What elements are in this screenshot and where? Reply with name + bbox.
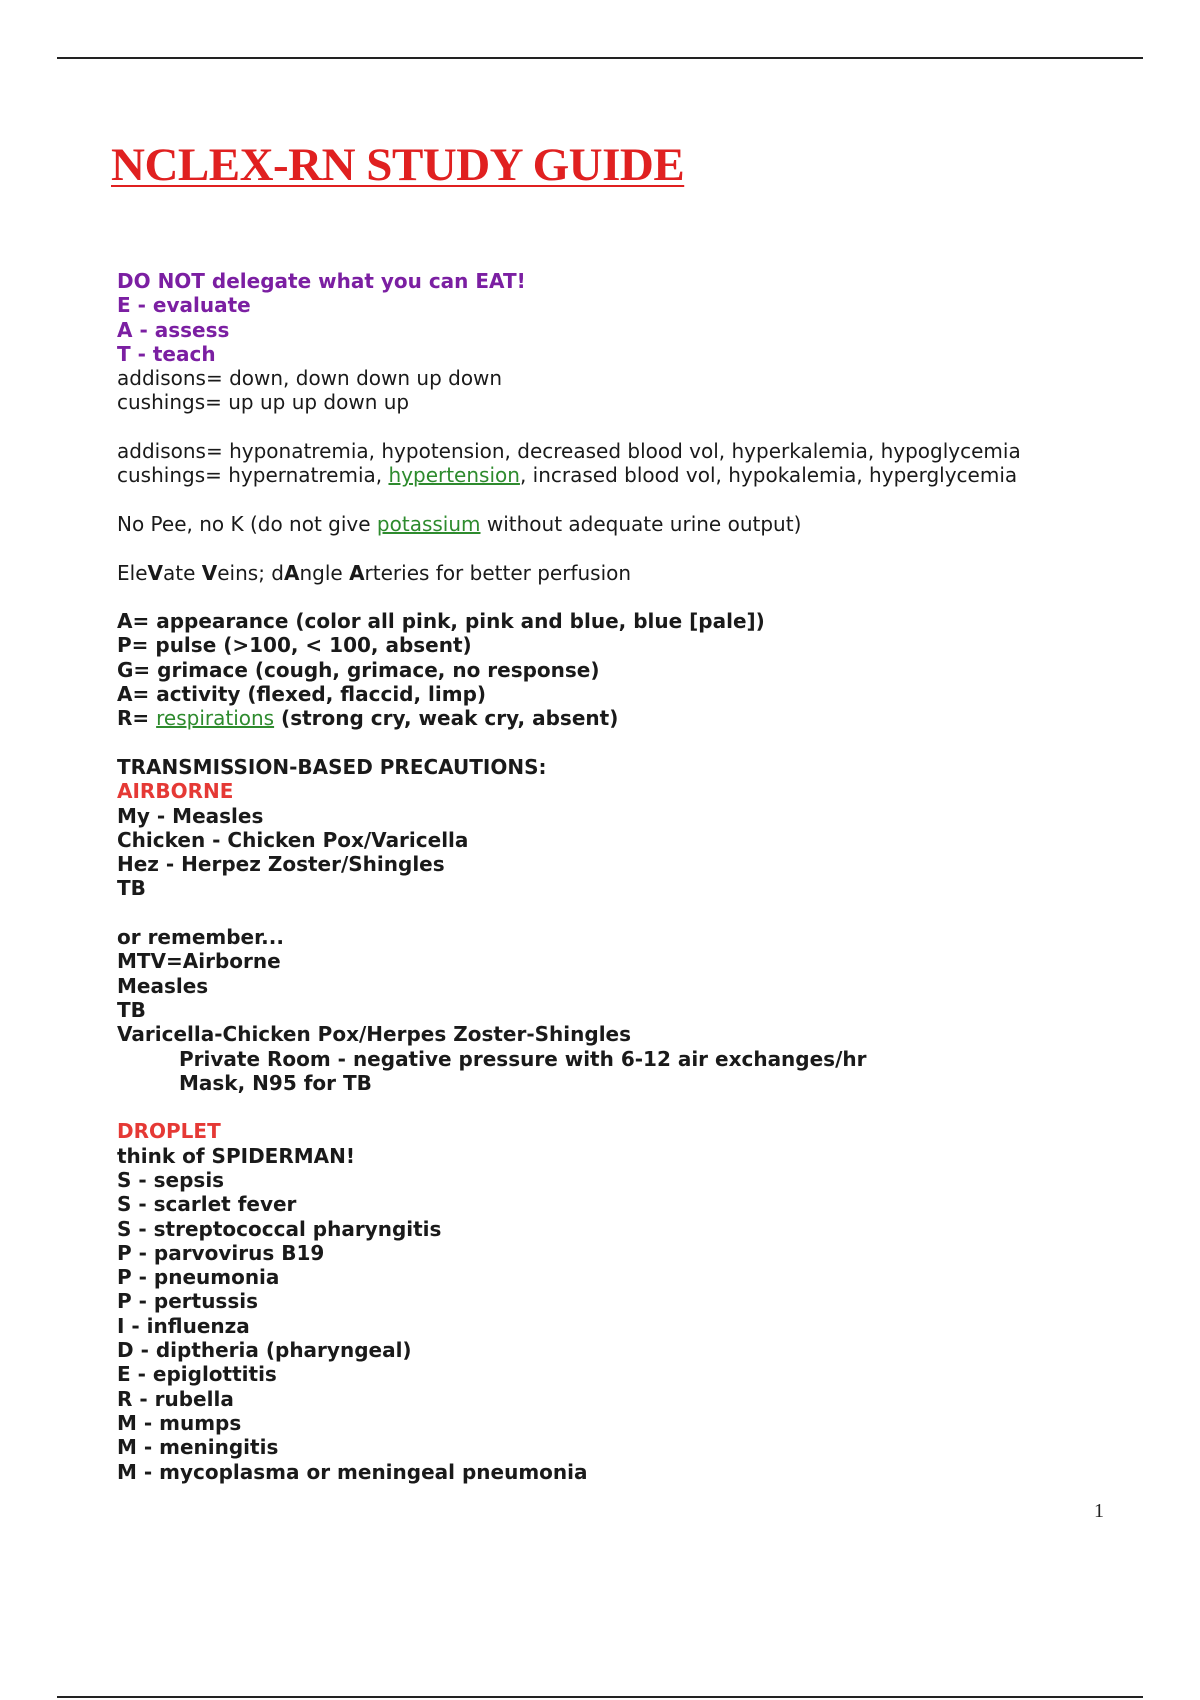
remember-item: Measles	[117, 973, 209, 998]
hypertension-link[interactable]: hypertension	[388, 463, 520, 488]
perfusion-rule	[117, 561, 1117, 585]
droplet-item: I - influenza	[117, 1313, 250, 1338]
addisons-short: addisons= down, down down up down	[117, 366, 503, 391]
delegate-item: A - assess	[117, 317, 230, 342]
droplet-item: P - pertussis	[117, 1289, 258, 1314]
document-body	[117, 269, 1117, 1484]
perfusion-text: ngle	[299, 560, 350, 585]
droplet-item: R - rubella	[117, 1386, 234, 1411]
perfusion-text: eins; d	[217, 560, 284, 585]
airborne-item: TB	[117, 876, 146, 901]
apgar-item: G= grimace (cough, grimace, no response)	[117, 657, 600, 682]
droplet-item: S - streptococcal pharyngitis	[117, 1216, 442, 1241]
potassium-post: without adequate urine output)	[480, 511, 802, 536]
perfusion-bold-letter: A	[283, 560, 300, 585]
apgar-item: A= activity (flexed, flaccid, limp)	[117, 682, 487, 707]
droplet-item: P - pneumonia	[117, 1265, 280, 1290]
airborne-item: Chicken - Chicken Pox/Varicella	[117, 827, 469, 852]
droplet-item: M - meningitis	[117, 1435, 279, 1460]
cushings-long	[117, 463, 1117, 487]
apgar-item-respirations	[117, 706, 1117, 730]
top-rule	[57, 57, 1143, 59]
airborne-item: Hez - Herpez Zoster/Shingles	[117, 852, 445, 877]
potassium-link[interactable]: potassium	[376, 511, 481, 536]
cushings-long-post: , incrased blood vol, hypokalemia, hyperglycemia	[519, 463, 1018, 488]
airborne-instruction: Mask, N95 for TB	[179, 1070, 372, 1095]
apgar-r-pre: R=	[117, 706, 157, 731]
perfusion-text: ate	[162, 560, 202, 585]
remember-item: TB	[117, 997, 146, 1022]
perfusion-bold-letter: A	[349, 560, 365, 585]
droplet-label: DROPLET	[117, 1119, 221, 1144]
perfusion-bold-letter: V	[147, 560, 163, 585]
apgar-item: A= appearance (color all pink, pink and blue, blue [pale])	[117, 609, 765, 634]
airborne-instruction: Private Room - negative pressure with 6-12 air exchanges/hr	[179, 1046, 867, 1071]
droplet-item: S - sepsis	[117, 1167, 225, 1192]
apgar-r-post: (strong cry, weak cry, absent)	[274, 706, 619, 731]
perfusion-text: Ele	[117, 560, 148, 585]
droplet-item: P - parvovirus B19	[117, 1240, 325, 1265]
potassium-pre: No Pee, no K (do not give	[117, 511, 377, 536]
droplet-item: E - epiglottitis	[117, 1362, 277, 1387]
droplet-item: S - scarlet fever	[117, 1192, 297, 1217]
perfusion-text: rteries for better perfusion	[364, 560, 632, 585]
remember-item: or remember...	[117, 925, 284, 950]
delegate-item: E - evaluate	[117, 293, 251, 318]
droplet-item: M - mumps	[117, 1410, 242, 1435]
addisons-long: addisons= hyponatremia, hypotension, decreased blood vol, hyperkalemia, hypoglycemia	[117, 439, 1021, 464]
droplet-item: M - mycoplasma or meningeal pneumonia	[117, 1459, 588, 1484]
perfusion-bold-letter: V	[201, 560, 218, 585]
delegate-heading: DO NOT delegate what you can EAT!	[117, 269, 526, 293]
remember-item: Varicella-Chicken Pox/Herpes Zoster-Shingles	[117, 1022, 632, 1047]
apgar-item: P= pulse (>100, < 100, absent)	[117, 633, 472, 658]
remember-item: MTV=Airborne	[117, 949, 281, 974]
potassium-rule	[117, 512, 1117, 536]
precautions-heading: TRANSMISSION-BASED PRECAUTIONS:	[117, 754, 547, 779]
page-title: NCLEX-RN STUDY GUIDE	[111, 139, 685, 191]
droplet-item: D - diptheria (pharyngeal)	[117, 1338, 412, 1363]
cushings-long-pre: cushings= hypernatremia,	[117, 463, 389, 488]
droplet-heading: think of SPIDERMAN!	[117, 1143, 355, 1168]
airborne-label: AIRBORNE	[117, 779, 234, 804]
page-number: 1	[1094, 1500, 1104, 1522]
delegate-item: T - teach	[117, 341, 216, 366]
cushings-short: cushings= up up up down up	[117, 390, 410, 415]
airborne-item: My - Measles	[117, 803, 264, 828]
bottom-rule	[57, 1696, 1143, 1698]
respirations-link[interactable]: respirations	[156, 706, 275, 731]
